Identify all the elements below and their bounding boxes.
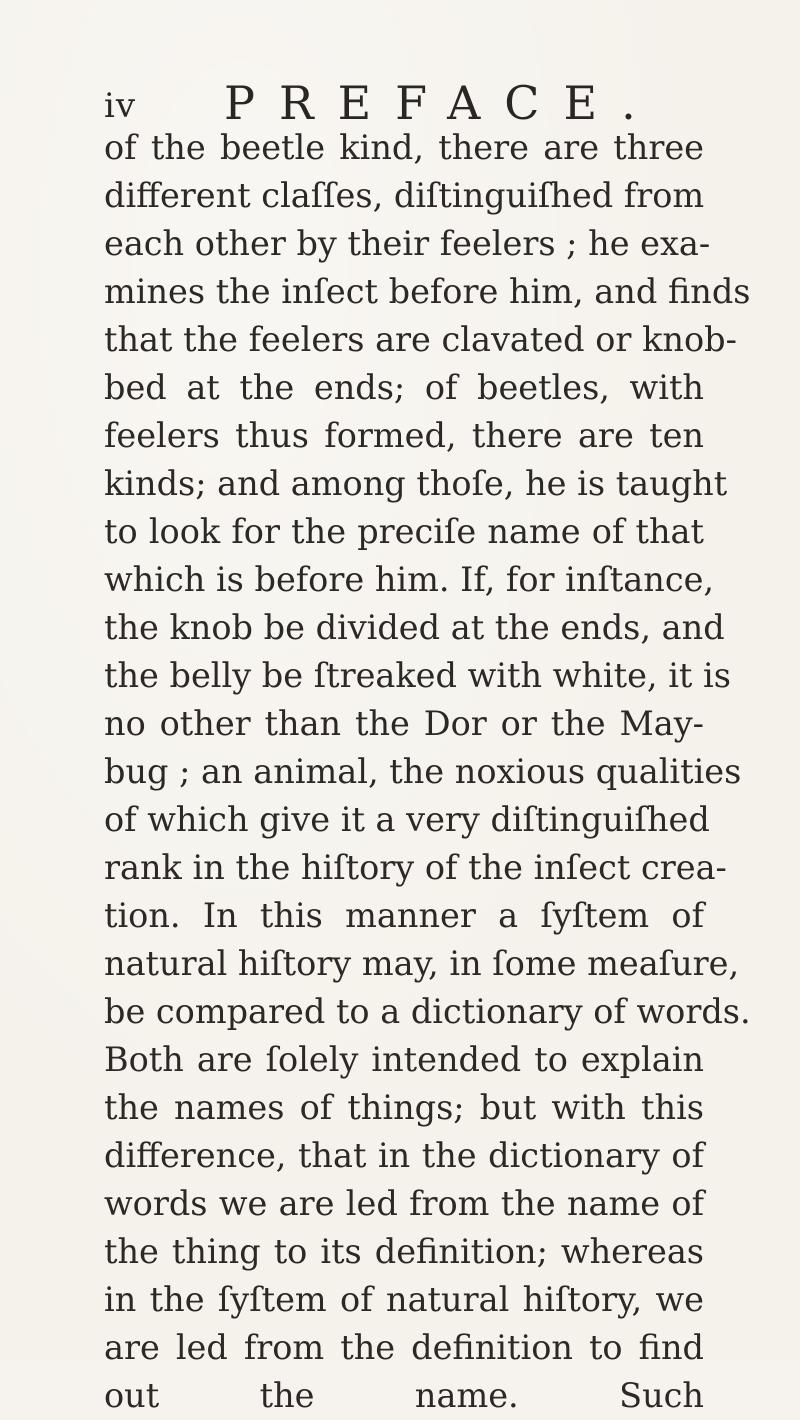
text-line: be compared to a dictionary of words. <box>104 992 751 1031</box>
text-line: difference, that in the dictionary of <box>104 1136 704 1175</box>
text-line: the knob be divided at the ends, and <box>104 608 725 647</box>
text-line: the belly be ſtreaked with white, it is <box>104 656 731 695</box>
text-line: out the name. Such <box>104 1376 704 1415</box>
text-line: no other than the Dor or the May- <box>104 704 704 743</box>
body-text <box>104 124 751 1420</box>
text-line: mines the inſect before him, and finds <box>104 272 751 311</box>
running-head: PREFACE. <box>224 76 660 130</box>
text-line: to look for the preciſe name of that <box>104 512 704 551</box>
text-line: tion. In this manner a ſyſtem of <box>104 896 704 935</box>
text-line: the thing to its definition; whereas <box>104 1232 704 1271</box>
text-line: are led from the definition to find <box>104 1328 704 1367</box>
text-line: different claſſes, diſtinguiſhed from <box>104 176 705 215</box>
text-line: Both are ſolely intended to explain <box>104 1040 704 1079</box>
text-line: rank in the hiſtory of the inſect crea- <box>104 848 727 887</box>
text-line: which is before him. If, for inſtance, <box>104 560 715 599</box>
text-line: bed at the ends; of beetles, with <box>104 368 704 407</box>
text-line: in the ſyſtem of natural hiſtory, we <box>104 1280 704 1319</box>
text-line: of the beetle kind, there are three <box>104 128 704 167</box>
text-line: bug ; an animal, the noxious qualities <box>104 752 742 791</box>
text-line: words we are led from the name of <box>104 1184 704 1223</box>
text-line: that the feelers are clavated or knob- <box>104 320 737 359</box>
text-line: natural hiſtory may, in ſome meaſure, <box>104 944 740 983</box>
text-line: the names of things; but with this <box>104 1088 704 1127</box>
text-line: feelers thus formed, there are ten <box>104 416 704 455</box>
text-line: kinds; and among thoſe, he is taught <box>104 464 728 503</box>
page-number: iv <box>104 86 137 126</box>
text-line: each other by their feelers ; he exa- <box>104 224 711 263</box>
text-line: of which give it a very diſtinguiſhed <box>104 800 710 839</box>
